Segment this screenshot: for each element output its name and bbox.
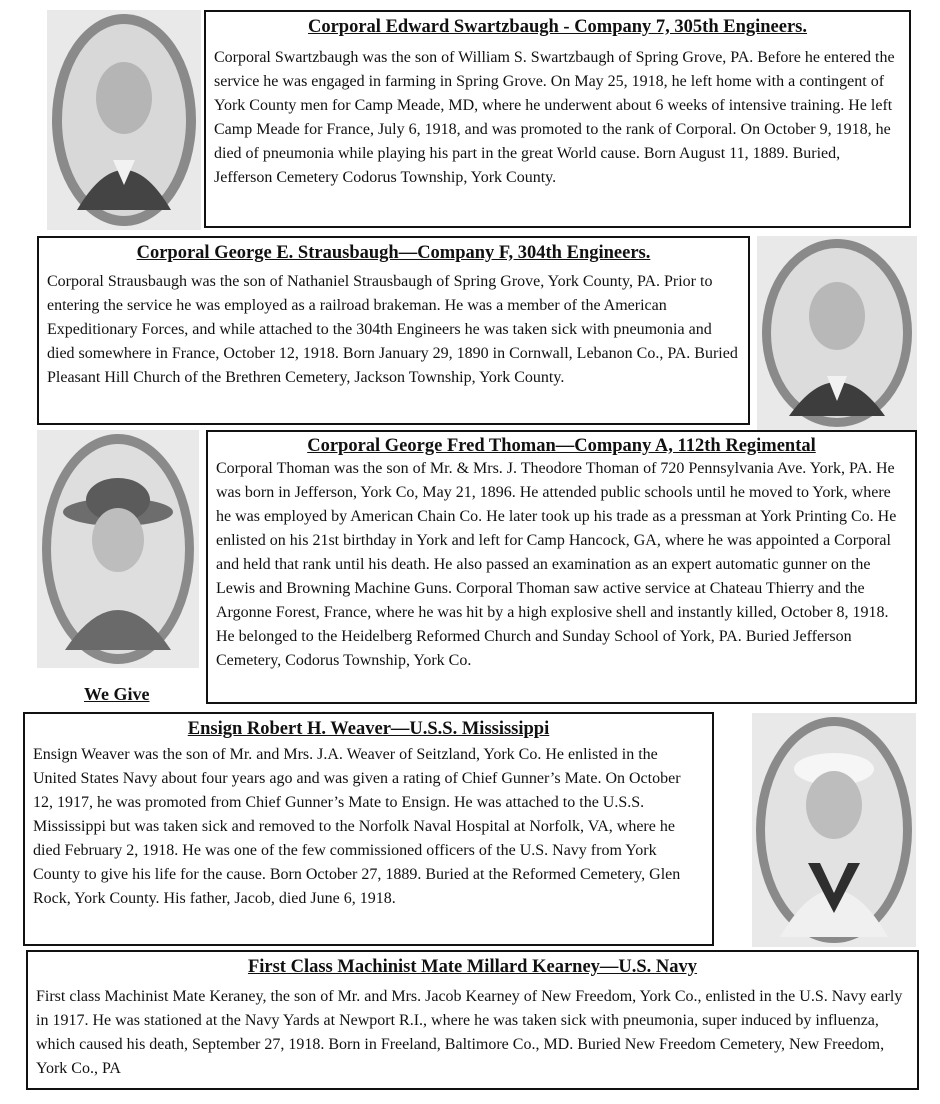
- entry-card-kearney: [26, 950, 919, 1090]
- entry-card-thoman: [206, 430, 917, 704]
- entry-card-strausbaugh: [37, 236, 750, 425]
- entry-title: Ensign Robert H. Weaver—U.S.S. Mississippi: [187, 719, 550, 739]
- portrait-strausbaugh: [757, 236, 917, 430]
- caption-we-give: We Give: [84, 684, 150, 704]
- entry-text: Ensign Weaver was the son of Mr. and Mrs. J.A. Weaver of Seitzland, York Co. He enlisted in the United States Navy about four years ago and was given a rating of Chief Gunner’s Mate. On October 12, 1917, he was promoted from Chief Gunner’s Mate to Ensign. He was attached to the U.S.S. Mississippi but was taken sick and removed to the Norfolk Naval Hospital at Norfolk, VA, where he died February 2, 1918. He was one of the few commissioned officers of the U.S. Navy from York County to give his life for the cause. Born October 27, 1889. Buried at the Reformed Cemetery, Glen Rock, York County. His father, Jacob, died June 6, 1918.: [33, 746, 681, 907]
- entry-title: Corporal George E. Strausbaugh—Company F, 304th Engineers.: [136, 243, 651, 263]
- portrait-thoman: [37, 430, 199, 668]
- portrait-swartzbaugh: [47, 10, 201, 230]
- entry-text: Corporal Swartzbaugh was the son of William S. Swartzbaugh of Spring Grove, PA. Before he entered the service he was engaged in farming in Spring Grove. On May 25, 1918, he left home with a contingent of York County men for Camp Meade, MD, where he underwent about 6 weeks of intensive training. He left Camp Meade for France, July 6, 1918, and was promoted to the rank of Corporal. On October 9, 1918, he died of pneumonia while playing his part in the great World cause. Born August 11, 1889. Buried, Jefferson Cemetery Codorus Township, York County.: [214, 49, 895, 186]
- entry-text: Corporal Thoman was the son of Mr. & Mrs. J. Theodore Thoman of 720 Pennsylvania Ave. York, PA. He was born in Jefferson, York Co, May 21, 1896. He attended public schools until he moved to York, where he was employed by American Chain Co. He later took up his trade as a pressman at York Printing Co. He enlisted on his 21st birthday in York and left for Camp Hancock, GA, where he was appointed a Corporal and held that rank until his death. He also passed an examination as an expert automatic gunner on the Lewis and Browning Machine Guns. Corporal Thoman saw active service at Chateau Thierry and the Argonne Forest, France, where he was hit by a high explosive shell and instantly killed, October 8, 1918. He belonged to the Heidelberg Reformed Church and Sunday School of York, PA. Buried Jefferson Cemetery, Codorus Township, York Co.: [216, 460, 897, 669]
- entry-card-swartzbaugh: [204, 10, 911, 228]
- entry-text: First class Machinist Mate Keraney, the son of Mr. and Mrs. Jacob Kearney of New Freedom, York Co., enlisted in the U.S. Navy early in 1917. He was stationed at the Navy Yards at Newport R.I., where he was taken sick with pneumonia, super induced by influenza, which caused his death, September 27, 1918. Born in Freeland, Baltimore Co., MD. Buried New Freedom Cemetery, New Freedom, York Co., PA: [36, 988, 903, 1077]
- portrait-weaver: [752, 713, 916, 947]
- entry-text: Corporal Strausbaugh was the son of Nathaniel Strausbaugh of Spring Grove, York County, PA. Prior to entering the service he was employed as a railroad brakeman. He was a member of the American Expeditionary Forces, and while attached to the 304th Engineers he was taken sick with pneumonia and died somewhere in France, October 12, 1918. Born January 29, 1890 in Cornwall, Lebanon Co., PA. Buried Pleasant Hill Church of the Brethren Cemetery, Jackson Township, York County.: [47, 273, 738, 386]
- entry-title: First Class Machinist Mate Millard Kearney—U.S. Navy: [247, 957, 698, 977]
- entry-title: Corporal George Fred Thoman—Company A, 112th Regimental: [307, 436, 816, 456]
- entry-card-weaver: [23, 712, 714, 946]
- entry-title: Corporal Edward Swartzbaugh - Company 7, 305th Engineers.: [307, 17, 808, 37]
